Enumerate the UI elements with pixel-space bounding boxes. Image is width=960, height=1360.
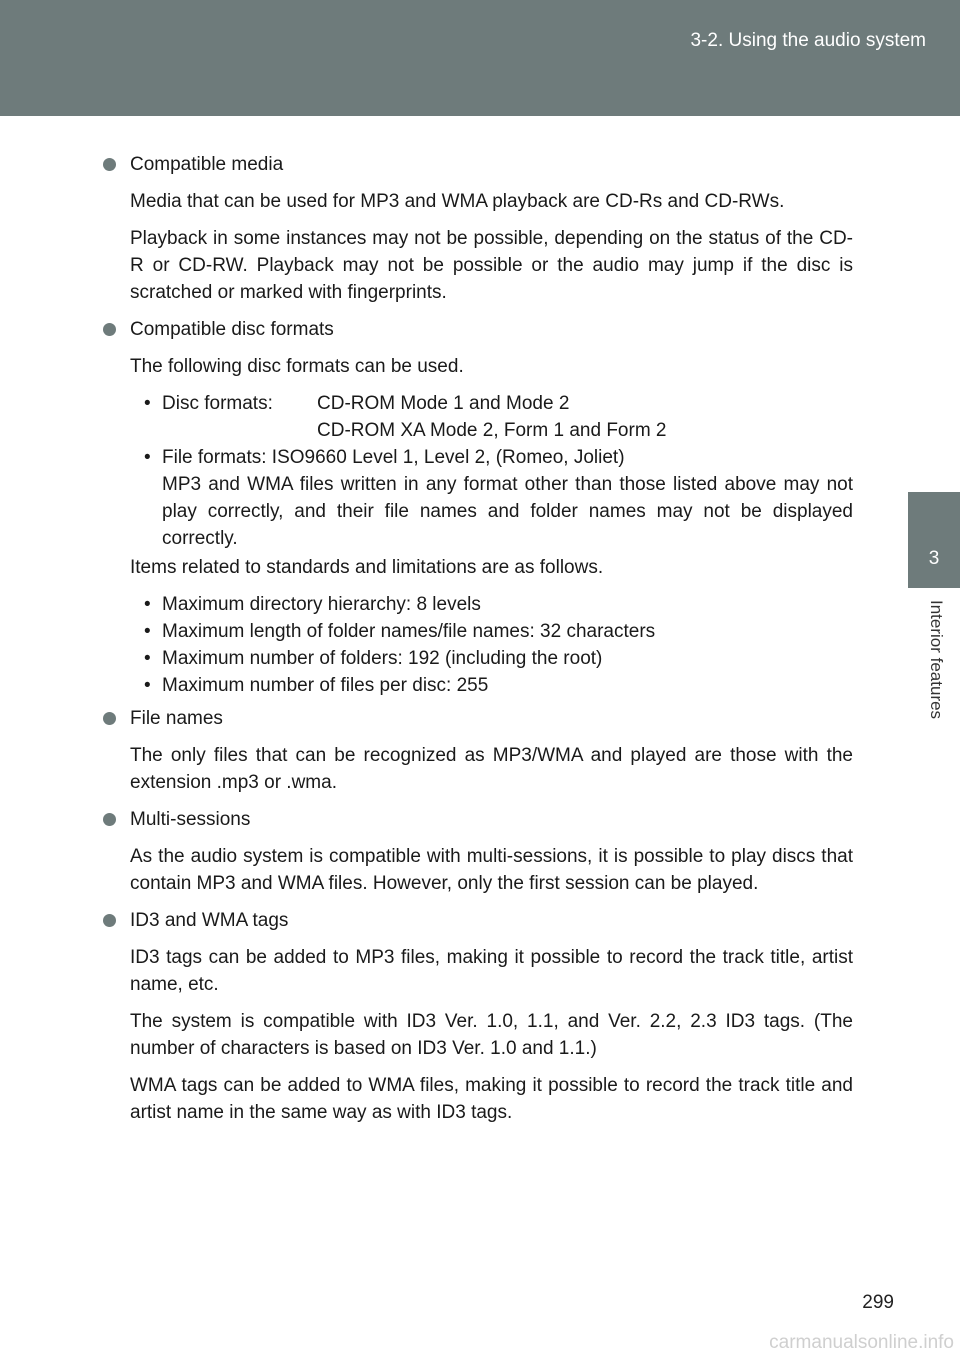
paragraph: As the audio system is compatible with multi-sessions, it is possible to play discs that contain MP3 and WMA files. However, only the first session can be played. [130,846,853,894]
bullet-dot-icon [103,323,116,336]
chapter-number: 3 [928,548,940,569]
page-number: 299 [862,1292,894,1313]
heading-id3-wma-tags: ID3 and WMA tags [103,907,853,934]
bullet-icon: • [144,447,151,468]
bullet-icon: • [144,621,151,642]
heading-compatible-media: Compatible media [103,151,853,178]
paragraph: The only files that can be recognized as MP3/WMA and played are those with the extension .mp3 or .wma. [130,745,853,793]
bullet-icon: • [144,648,151,669]
list-item: • Maximum directory hierarchy: 8 levels [144,591,853,618]
paragraph: Items related to standards and limitations are as follows. [130,557,604,578]
limits-list [144,591,853,699]
list-item: • Maximum number of folders: 192 (including the root) [144,645,853,672]
format-list [144,390,853,552]
heading-compatible-disc-formats: Compatible disc formats [103,316,853,343]
heading-multi-sessions: Multi-sessions [103,806,853,833]
bullet-icon: • [144,393,151,414]
paragraph: The following disc formats can be used. [130,356,464,377]
chapter-tab [908,492,960,588]
disc-format-value: CD-ROM XA Mode 2, Form 1 and Form 2 [317,420,667,441]
paragraph: The system is compatible with ID3 Ver. 1.0, 1.1, and Ver. 2.2, 2.3 ID3 tags. (The number of characters is based on ID3 Ver. 1.0 and 1.1.) [130,1011,853,1059]
chapter-label: Interior features [927,600,946,720]
main-content [103,151,853,1136]
paragraph: WMA tags can be added to WMA files, making it possible to record the track title and artist name in the same way as with ID3 tags. [130,1075,853,1123]
disc-formats-label: Disc formats: [162,393,273,414]
paragraph: Media that can be used for MP3 and WMA playback are CD-Rs and CD-RWs. [130,191,785,212]
bullet-icon: • [144,594,151,615]
disc-format-value: CD-ROM Mode 1 and Mode 2 [317,393,570,414]
file-formats-note: MP3 and WMA files written in any format other than those listed above may not play correctly, and their file names and folder names may not be displayed correctly. [162,474,853,549]
bullet-dot-icon [103,158,116,171]
watermark: carmanualsonline.info [769,1332,954,1353]
bullet-dot-icon [103,914,116,927]
list-item: • Maximum number of files per disc: 255 [144,672,853,699]
bullet-dot-icon [103,712,116,725]
bullet-dot-icon [103,813,116,826]
paragraph: ID3 tags can be added to MP3 files, making it possible to record the track title, artist name, etc. [130,947,853,995]
list-item: • Maximum length of folder names/file names: 32 characters [144,618,853,645]
bullet-icon: • [144,675,151,696]
list-item [144,390,853,444]
section-title: 3-2. Using the audio system [690,30,926,51]
heading-file-names: File names [103,705,853,732]
paragraph: Playback in some instances may not be possible, depending on the status of the CD-R or CD-RW. Playback may not be possible or the audio may jump if the disc is scratched or marked with fingerprints. [130,228,853,303]
page-header [0,0,960,116]
list-item [144,444,853,552]
file-formats: File formats: ISO9660 Level 1, Level 2, (Romeo, Joliet) [162,447,625,468]
